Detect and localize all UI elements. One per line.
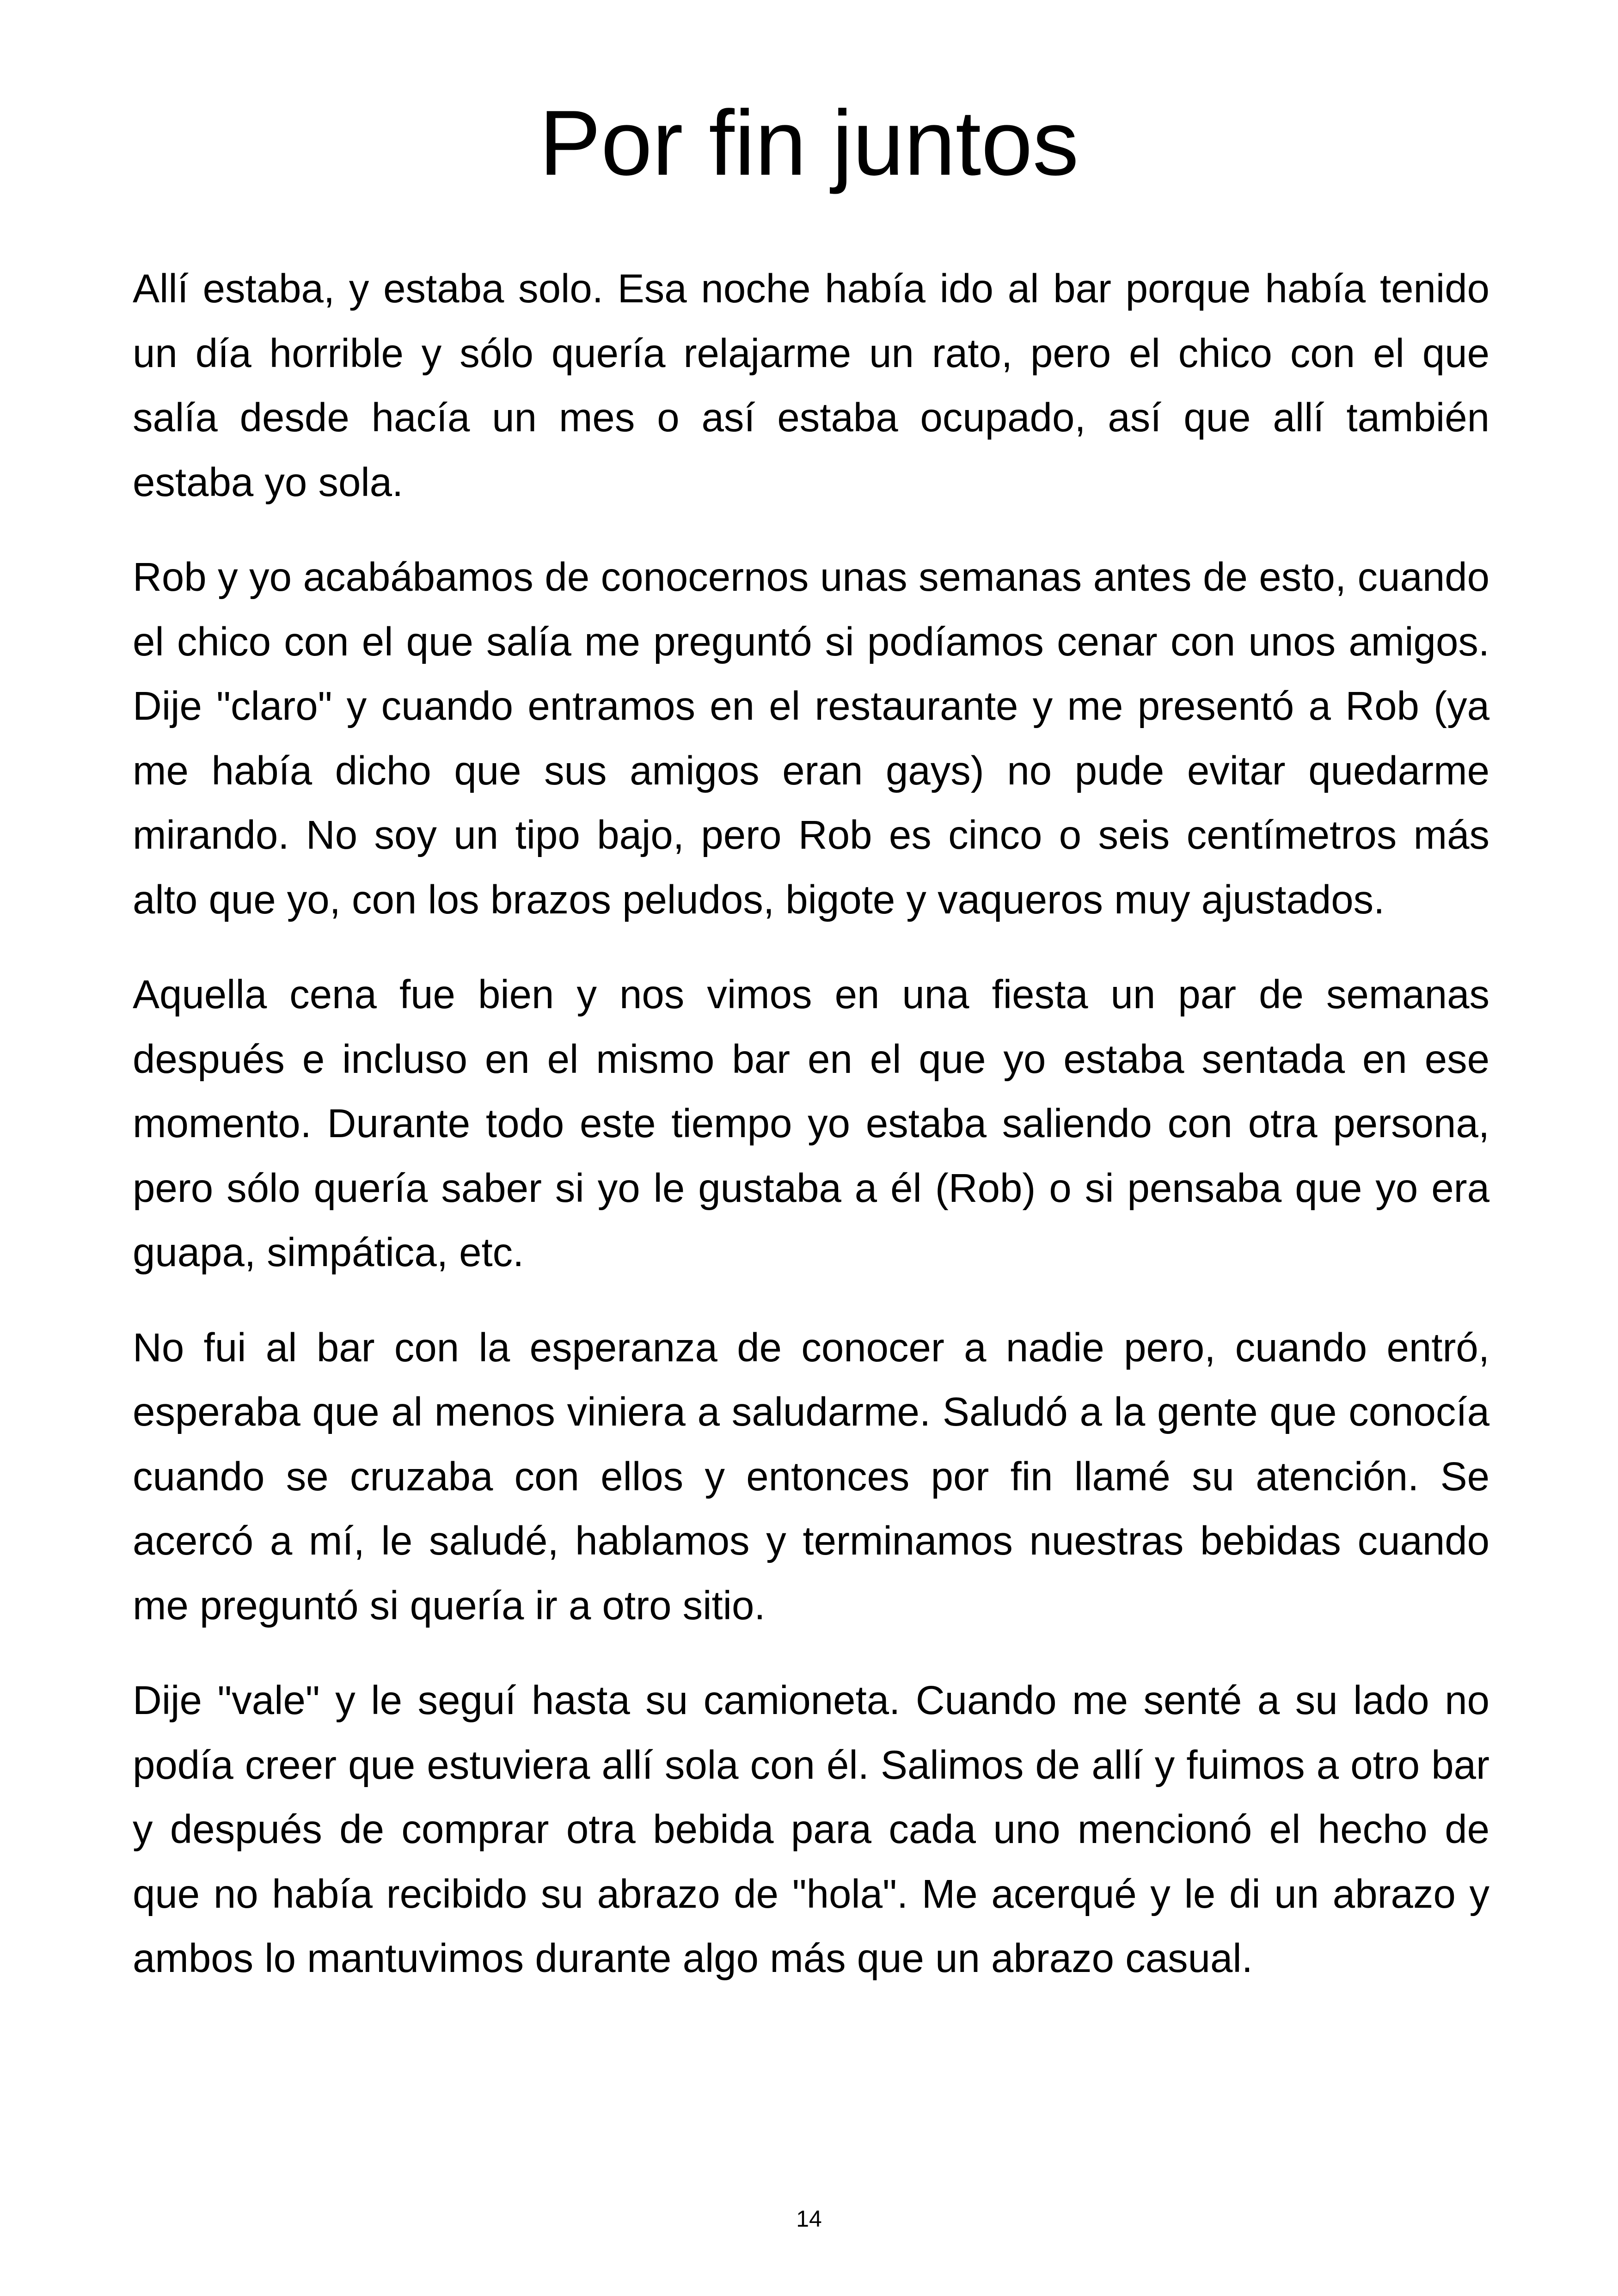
paragraph-2: Rob y yo acabábamos de conocernos unas semanas antes de esto, cuando el chico con el que salía me preguntó si podíamos cenar con unos amigos. Dije "claro" y cuando entramos en el restaurante y me presentó a Rob (ya me había dicho que sus amigos eran gays) no pude evitar quedarme mirando. No soy un tipo bajo, pero Rob es cinco o seis centímetros más alto que yo, con los brazos peludos, bigote y vaqueros muy ajustados. <box>133 555 1489 922</box>
paragraph-1: Allí estaba, y estaba solo. Esa noche había ido al bar porque había tenido un día horrible y sólo quería relajarme un rato, pero el chico con el que salía desde hacía un mes o así estaba ocupado, así que allí también estaba yo sola. <box>133 266 1489 505</box>
body-text <box>133 257 1489 2021</box>
page-title: Por fin juntos <box>539 92 1079 195</box>
paragraph-3: Aquella cena fue bien y nos vimos en una fiesta un par de semanas después e incluso en el mismo bar en el que yo estaba sentada en ese momento. Durante todo este tiempo yo estaba saliendo con otra persona, pero sólo quería saber si yo le gustaba a él (Rob) o si pensaba que yo era guapa, simpática, etc. <box>133 972 1489 1275</box>
paragraph-5: Dije "vale" y le seguí hasta su camioneta. Cuando me senté a su lado no podía creer que estuviera allí sola con él. Salimos de allí y fuimos a otro bar y después de comprar otra bebida para cada uno mencionó el hecho de que no había recibido su abrazo de "hola". Me acerqué y le di un abrazo y ambos lo mantuvimos durante algo más que un abrazo casual. <box>133 1678 1489 1981</box>
page-number: 14 <box>796 2206 822 2232</box>
paragraph-4: No fui al bar con la esperanza de conocer a nadie pero, cuando entró, esperaba que al menos viniera a saludarme. Saludó a la gente que conocía cuando se cruzaba con ellos y entonces por fin llamé su atención. Se acercó a mí, le saludé, hablamos y terminamos nuestras bebidas cuando me preguntó si quería ir a otro sitio. <box>133 1325 1489 1628</box>
